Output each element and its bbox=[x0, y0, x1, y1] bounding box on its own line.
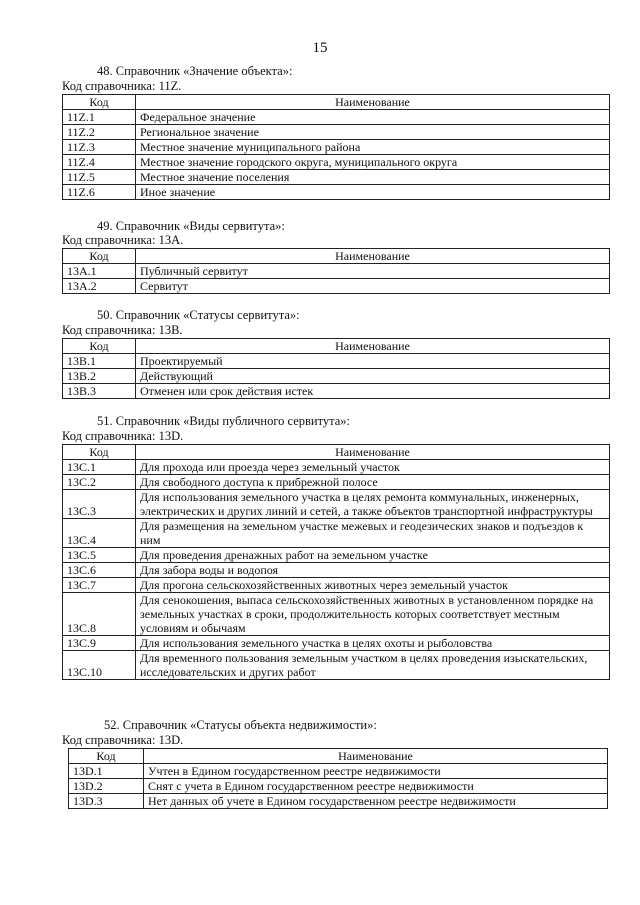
header-name: Наименование bbox=[144, 749, 608, 764]
table-row bbox=[63, 384, 610, 399]
row-code: 13С.3 bbox=[63, 490, 136, 519]
row-code: 13В.3 bbox=[63, 384, 136, 399]
table-48 bbox=[62, 94, 610, 200]
row-code: 11Z.6 bbox=[63, 185, 136, 200]
table-row bbox=[63, 155, 610, 170]
row-code: 11Z.1 bbox=[63, 110, 136, 125]
row-code: 13С.5 bbox=[63, 548, 136, 563]
table-49 bbox=[62, 248, 610, 294]
table-51 bbox=[62, 444, 610, 680]
row-name: Местное значение городского округа, муниципального округа bbox=[136, 155, 610, 170]
row-name: Для размещения на земельном участке межевых и геодезических знаков и подъездов к ним bbox=[136, 519, 610, 548]
row-name: Для сенокошения, выпаса сельскохозяйственных животных в установленном порядке на земельных участках в сроки, продолжительность которых соответствует местным условиям и обычаям bbox=[136, 593, 610, 636]
table-row bbox=[63, 519, 610, 548]
table-row bbox=[63, 490, 610, 519]
table-row bbox=[69, 779, 608, 794]
row-name: Учтен в Едином государственном реестре недвижимости bbox=[144, 764, 608, 779]
header-name: Наименование bbox=[136, 445, 610, 460]
row-code: 13В.2 bbox=[63, 369, 136, 384]
table-row bbox=[63, 279, 610, 294]
row-code: 11Z.2 bbox=[63, 125, 136, 140]
row-code: 13С.10 bbox=[63, 651, 136, 680]
table-row bbox=[63, 475, 610, 490]
row-name: Для забора воды и водопоя bbox=[136, 563, 610, 578]
row-name: Для прогона сельскохозяйственных животных через земельный участок bbox=[136, 578, 610, 593]
row-code: 13С.7 bbox=[63, 578, 136, 593]
row-name: Отменен или срок действия истек bbox=[136, 384, 610, 399]
section-51-code: Код справочника: 13D. bbox=[62, 429, 184, 443]
table-row bbox=[63, 354, 610, 369]
header-code: Код bbox=[63, 445, 136, 460]
table-row bbox=[63, 578, 610, 593]
row-name: Для прохода или проезда через земельный участок bbox=[136, 460, 610, 475]
header-name: Наименование bbox=[136, 339, 610, 354]
row-code: 13D.2 bbox=[69, 779, 144, 794]
header-code: Код bbox=[69, 749, 144, 764]
row-code: 13С.6 bbox=[63, 563, 136, 578]
row-name: Для использования земельного участка в целях охоты и рыболовства bbox=[136, 636, 610, 651]
row-name: Для использования земельного участка в целях ремонта коммунальных, инженерных, электрических и других линий и сетей, а также объектов транспортной инфраструктуры bbox=[136, 490, 610, 519]
section-49-code: Код справочника: 13А. bbox=[62, 233, 184, 247]
row-code: 13D.3 bbox=[69, 794, 144, 809]
header-code: Код bbox=[63, 95, 136, 110]
table-row bbox=[63, 460, 610, 475]
row-name: Региональное значение bbox=[136, 125, 610, 140]
page-number: 15 bbox=[312, 40, 328, 56]
table-row bbox=[63, 593, 610, 636]
table-row bbox=[63, 170, 610, 185]
table-row bbox=[63, 110, 610, 125]
row-code: 13С.8 bbox=[63, 593, 136, 636]
section-48-title: 48. Справочник «Значение объекта»: bbox=[97, 64, 293, 78]
row-code: 13А.2 bbox=[63, 279, 136, 294]
row-name: Нет данных об учете в Едином государственном реестре недвижимости bbox=[144, 794, 608, 809]
row-code: 11Z.3 bbox=[63, 140, 136, 155]
row-name: Снят с учета в Едином государственном реестре недвижимости bbox=[144, 779, 608, 794]
table-row bbox=[63, 636, 610, 651]
table-row bbox=[63, 563, 610, 578]
table-row bbox=[63, 125, 610, 140]
row-code: 13В.1 bbox=[63, 354, 136, 369]
table-52 bbox=[68, 748, 608, 809]
row-name: Местное значение поселения bbox=[136, 170, 610, 185]
row-name: Для временного пользования земельным участком в целях проведения изыскательских, исследовательских и других работ bbox=[136, 651, 610, 680]
section-52-code: Код справочника: 13D. bbox=[62, 733, 184, 747]
table-row bbox=[69, 764, 608, 779]
table-50 bbox=[62, 338, 610, 399]
header-code: Код bbox=[63, 249, 136, 264]
row-name: Сервитут bbox=[136, 279, 610, 294]
table-row bbox=[63, 369, 610, 384]
row-code: 13С.1 bbox=[63, 460, 136, 475]
row-code: 11Z.5 bbox=[63, 170, 136, 185]
row-code: 13D.1 bbox=[69, 764, 144, 779]
section-52-title: 52. Справочник «Статусы объекта недвижимости»: bbox=[104, 718, 377, 732]
table-row bbox=[63, 264, 610, 279]
header-name: Наименование bbox=[136, 249, 610, 264]
row-name: Федеральное значение bbox=[136, 110, 610, 125]
row-name: Для проведения дренажных работ на земельном участке bbox=[136, 548, 610, 563]
row-code: 13А.1 bbox=[63, 264, 136, 279]
section-50-code: Код справочника: 13В. bbox=[62, 323, 183, 337]
row-code: 13С.2 bbox=[63, 475, 136, 490]
row-code: 13С.4 bbox=[63, 519, 136, 548]
table-row bbox=[63, 140, 610, 155]
section-49-title: 49. Справочник «Виды сервитута»: bbox=[97, 219, 285, 233]
row-code: 13С.9 bbox=[63, 636, 136, 651]
header-code: Код bbox=[63, 339, 136, 354]
row-name: Для свободного доступа к прибрежной полосе bbox=[136, 475, 610, 490]
section-50-title: 50. Справочник «Статусы сервитута»: bbox=[97, 308, 300, 322]
section-48-code: Код справочника: 11Z. bbox=[62, 79, 182, 93]
row-name: Публичный сервитут bbox=[136, 264, 610, 279]
row-code: 11Z.4 bbox=[63, 155, 136, 170]
row-name: Действующий bbox=[136, 369, 610, 384]
table-row bbox=[63, 651, 610, 680]
header-name: Наименование bbox=[136, 95, 610, 110]
row-name: Местное значение муниципального района bbox=[136, 140, 610, 155]
section-51-title: 51. Справочник «Виды публичного сервитута»: bbox=[97, 414, 351, 428]
table-row bbox=[69, 794, 608, 809]
table-row bbox=[63, 185, 610, 200]
table-row bbox=[63, 548, 610, 563]
row-name: Проектируемый bbox=[136, 354, 610, 369]
row-name: Иное значение bbox=[136, 185, 610, 200]
